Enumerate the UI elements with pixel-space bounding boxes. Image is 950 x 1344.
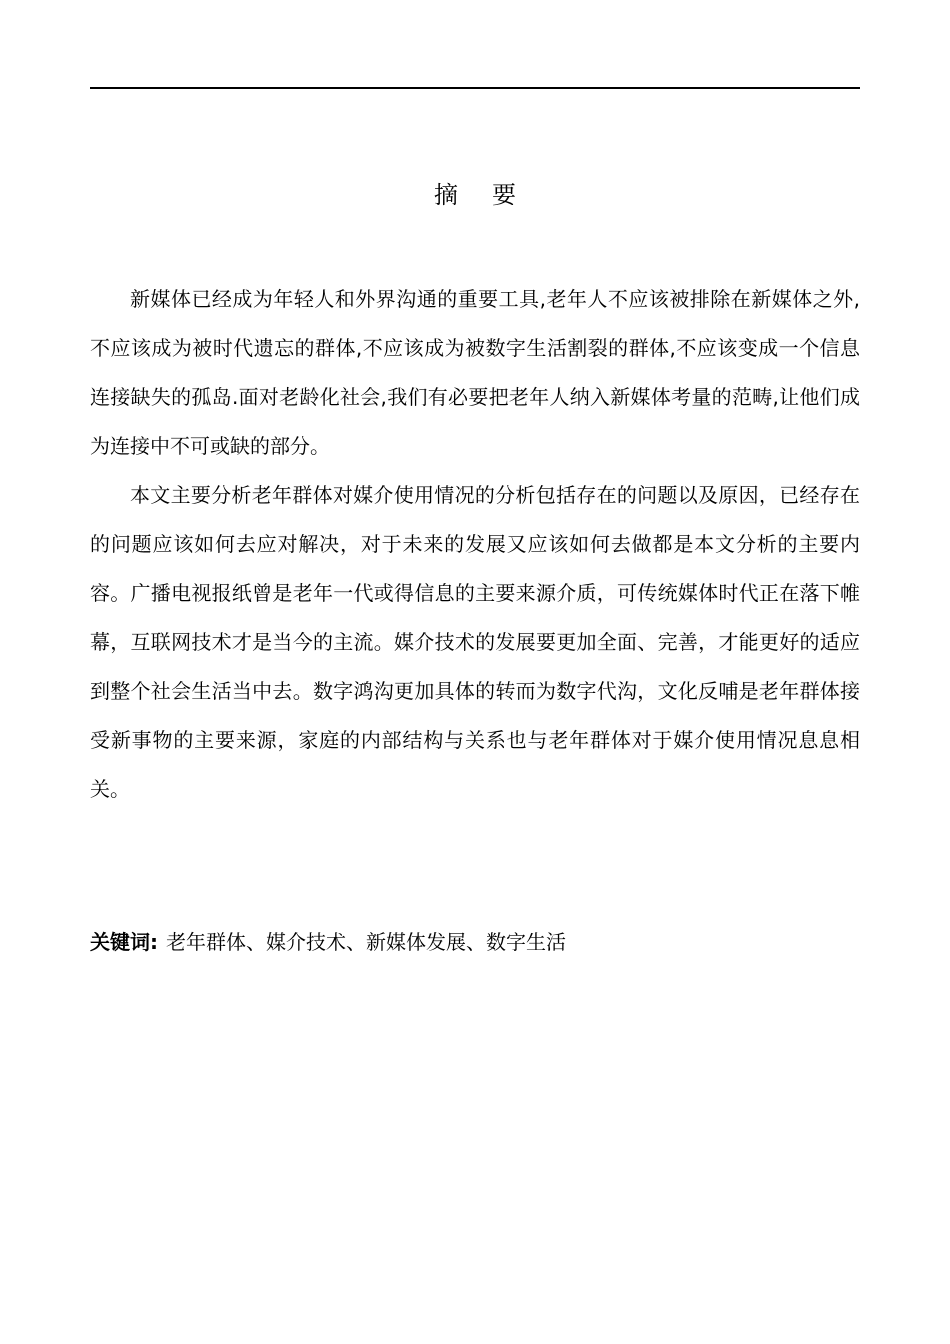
keywords-label: 关键词: bbox=[90, 930, 158, 954]
abstract-body bbox=[90, 275, 860, 814]
abstract-title: 摘要 bbox=[434, 181, 550, 209]
keywords-line bbox=[90, 920, 860, 964]
abstract-paragraph-1: 新媒体已经成为年轻人和外界沟通的重要工具,老年人不应该被排除在新媒体之外,不应该成为被时代遗忘的群体,不应该成为被数字生活割裂的群体,不应该变成一个信息连接缺失的孤岛.面对老龄化社会,我们有必要把老年人纳入新媒体考量的范畴,让他们成为连接中不可或缺的部分。 bbox=[90, 287, 860, 458]
header-rule bbox=[90, 87, 860, 89]
abstract-paragraph-2: 本文主要分析老年群体对媒介使用情况的分析包括存在的问题以及原因，已经存在的问题应该如何去应对解决，对于未来的发展又应该如何去做都是本文分析的主要内容。广播电视报纸曾是老年一代或得信息的主要来源介质，可传统媒体时代正在落下帷幕，互联网技术才是当今的主流。媒介技术的发展要更加全面、完善，才能更好的适应到整个社会生活当中去。数字鸿沟更加具体的转而为数字代沟，文化反哺是老年群体接受新事物的主要来源，家庭的内部结构与关系也与老年群体对于媒介使用情况息息相关。 bbox=[90, 483, 860, 801]
keywords-values: 老年群体、媒介技术、新媒体发展、数字生活 bbox=[166, 930, 566, 954]
